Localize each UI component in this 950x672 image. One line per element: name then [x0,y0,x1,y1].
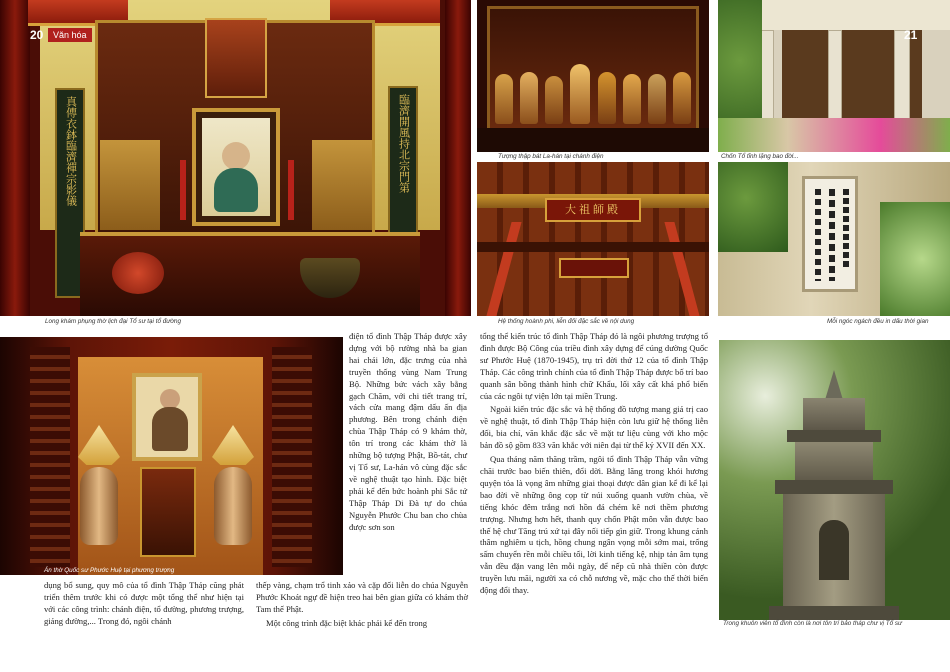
article-col1 [44,580,244,630]
caption-arhats: Tượng thập bát La-hán tại chánh điện [498,153,604,160]
arhat-statue [520,72,538,124]
arhat-statue [495,74,513,124]
caption-quoc-su-altar: Án thờ Quốc sư Phước Huệ tại phương trượng [44,567,175,574]
photo-garden-gate [718,0,950,152]
caption-beams: Hệ thống hoành phi, liễn đối đặc sắc về nội dung [498,318,635,325]
plaque-text: 大祖師殿 [565,204,621,216]
monk-portrait [192,108,280,226]
couplet-right-text: 臨濟開風持北宗門第 [397,94,410,193]
photo-beams [477,162,709,316]
article-col3-para3: Qua tháng năm thăng trầm, ngôi tổ đình Thập Tháp vẫn vững chãi trước bao biến thiên, đổi dời. Bằng lăng trong khói hương quyện tỏa là vọng âm những giai thoại được dân gian kể đi kể lại bao đời về những ông cọp từ núi xuống quanh vườn chùa, về tiếng khóc đêm trắng nơi hồn đá chém kê nơi thềm phương trượng. Nhưng hơn hết, thanh quy chốn Phật môn vẫn được bao thế hệ chư Tăng trú xứ tại đây nối tiếp gìn giữ. Trong khung cảnh thâm nghiêm u tịch, hồng chung ngân vọng mỗi sớm mai, trống sấm chuyển rền mỗi chiều tối, lời kinh tiếng kệ, nhịp tản âm tụng vẫn đều đặn vang lên mỗi ngày, để nếp cũ nhà thiền còn được truyền lưu mãi, người xa có chỗ nương về, mặc cho thế thời biến động đổi thay. [480,454,708,596]
article-col3-para2: Ngoài kiến trúc đặc sắc và hệ thống đồ tượng mang giá trị cao về nghệ thuật, tổ đình Thập Tháp hiện còn lưu giữ hệ thống liễn đối, bia chí, văn khắc đặc sắc về mặt tư liệu cùng với kho mộc bản đồ sộ gồm 833 văn khắc với niên đại từ thế kỷ XVII đến XX. [480,404,708,451]
article-col2-bottom [256,580,468,632]
quoc-su-portrait [132,373,202,461]
stupa-tower [759,370,909,620]
article-col3 [480,331,708,599]
arhat-statue [598,72,616,124]
caption-stupa: Trong khuôn viên tổ đình còn là nơi tôn trí bảo tháp chư vị Tổ sư [723,620,902,627]
article-col2-bottom-para1: thếp vàng, chạm trổ tinh xảo và cặp đối liễn do chúa Nguyễn Phước Khoát ngự đề hiện treo hai bên gian giữa có khám thờ Tam thế Phật. [256,580,468,614]
section-label: Văn hóa [48,28,92,42]
arhat-statue [545,76,563,124]
photo-stupa [719,340,950,620]
article-col3-para1: tổng thể kiến trúc tổ đình Thập Tháp đó là ngôi phương trượng tổ đình được Bộ Công của triều đình xây dựng để cúng dường Quốc sư Phước Huệ (1870-1945), trụ trì đời thứ 12 của tổ đình Thập Tháp. Các công trình chính của tổ đình Thập Tháp được bố trí bao quanh sân bồng thành hình chữ Khẩu, lối xây cất khá phổ biến của các ngôi tự viện lớn tại miền Trung. [480,331,708,401]
photo-calligraphy [718,162,950,316]
arhat-statue [570,64,590,124]
arhat-statue [648,74,666,124]
page-number-right: 21 [904,28,918,42]
arhat-statue-row [491,60,695,124]
photo-quoc-su-altar [0,337,343,575]
calligraphy-scroll [802,176,858,292]
arhat-statue [673,72,691,124]
arhat-statue [623,74,641,124]
article-col2-top-para: điện tổ đình Thập Tháp được xây dựng với bộ rường nhà ba gian hai chái lớn, đặc trưng của nhà truyền thống vùng Nam Trung Bộ. Những bức vách xây bằng gạch Chăm, với chi tiết trang trí, vách cửa mang đậm dấu ấn địa phương. Bên trong chánh điện chùa Thập Tháp có 9 khám thờ, tôn trí trong các khám thờ là những bộ tượng Phật, Bồ-tát, chư vị Tổ sư, La-hán vô cùng đặc sắc về nghệ thuật tạo hình. Đặc biệt phải kể đến bức hoành phi Sắc tứ Thập Tháp Di Đà tự do chúa Nguyễn Phước Chu ban cho chùa được sơn son [349,331,467,532]
photo-main-altar [0,0,471,316]
article-col2-top [349,331,467,535]
article-col1-para: dụng bổ sung, quy mô của tổ đình Thập Tháp cũng phát triển thêm trước khi có được một tổng thể như hiện tại với các công trình: chánh điện, tổ đường, phương trượng, giảng đường,... Trong đó, ngôi chánh [44,580,244,626]
caption-calligraphy: Mỗi ngóc ngách đều in dấu thời gian [827,318,929,325]
plaque-top [545,198,641,222]
caption-garden-gate: Chốn Tổ tĩnh lặng bao đời... [721,153,799,160]
caption-main-altar: Long khám phụng thờ lịch đại Tổ sư tại tổ đường [45,318,182,325]
article-col2-bottom-para2: Một công trình đặc biệt khác phải kể đến trong [266,617,428,628]
couplet-left-text: 真傳衣鉢臨濟禪宗影儀 [64,96,77,206]
page-number-left: 20 [30,28,44,42]
photo-arhats [477,0,709,152]
